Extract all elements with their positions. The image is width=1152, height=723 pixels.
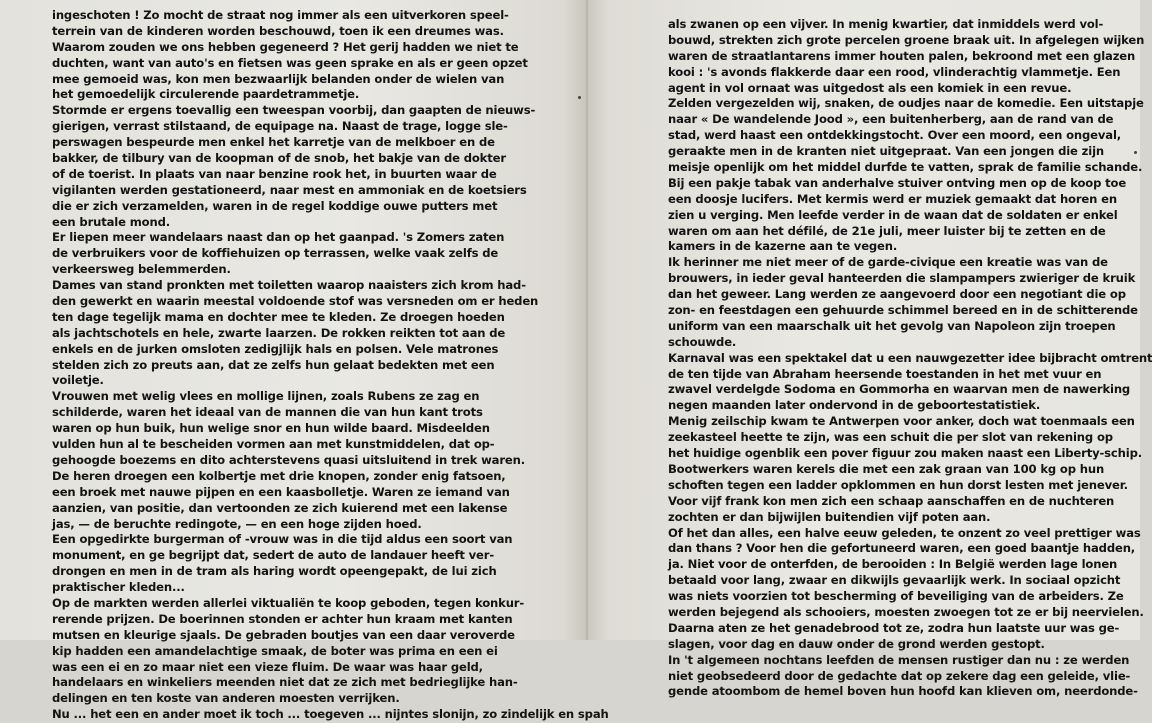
text-line: Waarom zouden we ons hebben gegeneerd ? Het gerij hadden we niet te <box>52 39 519 54</box>
text-line: terrein van de kinderen worden beschouwd, toen ik een dreumes was. <box>52 23 504 38</box>
text-line: zwavel verdelgde Sodoma en Gommorha en waarvan men de nawerking <box>668 382 1131 397</box>
text-line: stad, werd haast een ontdekkingstocht. Over een moord, een ongeval, <box>668 128 1122 143</box>
text-line: Nu ... het een en ander moet ik toch ... toegeven ... nijntes slonijn, zo zindelijk en spah <box>52 707 609 722</box>
text-line: negen maanden later ondervond in de geboortestatistiek. <box>668 398 1041 413</box>
text-line: de verbruikers voor de koffiehuizen op terrassen, welke vaak zelfs de <box>52 246 499 261</box>
text-line: de ten tijde van Abraham heersende toestanden in het met vuur en <box>668 366 1102 381</box>
text-line: het huidige ogenblik een pover figuur zou maken naast een Liberty-schip. <box>668 446 1142 461</box>
text-line: meisje openlijk om het middel durfde te vatten, sprak de familie schande. <box>668 160 1143 175</box>
text-line: als jachtschotels en hele, zwarte laarzen. De rokken reikten tot aan de <box>52 325 506 340</box>
text-line: Daarna aten ze het genadebrood tot ze, zodra hun laatste uur was ge- <box>668 620 1120 635</box>
text-line: geraakte men in de kranten niet uitgepraat. Van een jongen die zijn <box>668 144 1105 159</box>
text-line: schouwde. <box>668 334 737 349</box>
text-line: praktischer kleden... <box>52 580 185 595</box>
text-line: handelaars en winkeliers meenden niet dat ze zich met bedrieglijke han- <box>52 675 518 690</box>
text-line: delingen en ten koste van anderen moesten verrijken. <box>52 691 400 706</box>
text-line: het gemoedelijk circulerende paardetrammetje. <box>52 87 360 102</box>
text-line: of de toerist. In plaats van naar benzine rook het, in buurten waar de <box>52 166 497 181</box>
text-line: gierigen, verrast stilstaand, de equipage na. Naast de trage, logge sle- <box>52 119 508 134</box>
text-line: mutsen en kleurige sjaals. De gebraden boutjes van een daar veroverde <box>52 627 515 642</box>
text-line: waren op hun buik, hun welige snor en hun wilde baard. Misdeelden <box>52 421 490 436</box>
text-line: die er zich verzamelden, waren in de regel koddige ouwe putters met <box>52 198 498 213</box>
text-line: Dames van stand pronkten met toiletten waarop naaisters zich krom had- <box>52 278 526 293</box>
text-line: gende atoombom de hemel boven hun hoofd kan klieven om, neerdonde- <box>668 684 1138 699</box>
text-line: agent in vol ornaat was uitgedost als een komiek in een revue. <box>668 80 1072 95</box>
text-line: zon- en feestdagen een gehuurde schimmel bereed en in de schitterende <box>668 303 1138 318</box>
text-line: zien u verging. Men leefde verder in de waan dat de soldaten er enkel <box>668 207 1118 222</box>
text-line: dan thans ? Voor hen die gefortuneerd waren, een goed baantje hadden, <box>668 541 1136 556</box>
text-line: niet geobsedeerd door de gedachte dat op zekere dag een geleide, vlie- <box>668 668 1131 683</box>
text-line: Ik herinner me niet meer of de garde-civique een kreatie was van de <box>668 255 1108 270</box>
text-line: Karnaval was een spektakel dat u een nauwgezetter idee bijbracht omtrent <box>668 350 1152 365</box>
text-line: Bij een pakje tabak van anderhalve stuiver ontving men op de koop toe <box>668 175 1127 190</box>
text-line: drongen en men in de tram als haring wordt opeengepakt, de lui zich <box>52 564 497 579</box>
text-line: verkeersweg belemmerden. <box>52 262 231 277</box>
text-line: brouwers, in ieder geval hanteerden die slampampers zwieriger de kruik <box>668 271 1136 286</box>
text-line: voiletje. <box>52 373 104 388</box>
text-line: jas, — de beruchte redingote, — en een hoge zijden hoed. <box>52 516 422 531</box>
text-line: Voor vijf frank kon men zich een schaap aanschaffen en de nuchteren <box>668 493 1115 508</box>
text-line: monument, en ge begrijpt dat, sedert de auto de landauer heeft ver- <box>52 548 494 563</box>
text-line: duchten, want van auto's en fietsen was geen sprake en als er geen opzet <box>52 55 528 70</box>
right-page <box>586 0 1152 699</box>
page-mark-dot <box>578 96 581 99</box>
text-line: Bootwerkers waren kerels die met een zak graan van 100 kg op hun <box>668 461 1105 476</box>
right-page-text <box>668 17 1152 700</box>
text-line: werden bejegend als schooiers, moesten zwoegen tot ze er bij neervielen. <box>668 604 1144 619</box>
text-line: Zelden vergezelden wij, snaken, de oudjes naar de komedie. Een uitstapje <box>668 96 1144 111</box>
text-line: mee gemoeid was, kon men bezwaarlijk belanden onder de wielen van <box>52 71 505 86</box>
text-line: enkels en de jurken omsloten zedigjlijk hals en polsen. Vele matrones <box>52 341 499 356</box>
text-line: Stormde er ergens toevallig een tweespan voorbij, dan gaapten de nieuws- <box>52 103 536 118</box>
text-line: In 't algemeen nochtans leefden de mensen rustiger dan nu : ze werden <box>668 652 1130 667</box>
text-line: kip hadden een amandelachtige smaak, de boter was prima en een ei <box>52 643 498 658</box>
text-line: een brutale mond. <box>52 214 170 229</box>
text-line: was een ei en zo maar niet een vieze fluim. De waar was haar geld, <box>52 659 483 674</box>
text-line: schilderde, waren het ideaal van de mannen die van hun kant trots <box>52 405 483 420</box>
text-line: naar « De wandelende Jood », een buitenherberg, aan de rand van de <box>668 112 1114 127</box>
text-line: vulden hun al te bescheiden vormen aan met kunstmiddelen, dat op- <box>52 437 495 452</box>
text-line: waren de straatlantarens immer houten palen, bekroond met een glazen <box>668 48 1136 63</box>
text-line: rerende prijzen. De boerinnen stonden er achter hun kraam met kanten <box>52 611 513 626</box>
text-line: kooi : 's avonds flakkerde daar een rood, vlinderachtig vlammetje. Een <box>668 64 1121 79</box>
text-line: was niets voorzien tot bescherming of beveiliging van de arbeiders. Ze <box>668 589 1124 604</box>
text-line: vigilanten werden gestationeerd, naar mest en ammoniak en de koetsiers <box>52 182 527 197</box>
text-line: ten dage tegelijk mama en dochter mee te kleden. Ze droegen hoeden <box>52 309 505 324</box>
text-line: een doosje lucifers. Met kermis werd er muziek gemaakt dat horen en <box>668 191 1117 206</box>
text-line: Vrouwen met welig vlees en mollige lijnen, zoals Rubens ze zag en <box>52 389 480 404</box>
text-line: als zwanen op een vijver. In menig kwartier, dat inmiddels werd vol- <box>668 17 1104 31</box>
page-mark-dot <box>1134 151 1137 154</box>
text-line: zeekasteel heette te zijn, was een schuit die per slot van rekening op <box>668 430 1113 445</box>
left-page-text <box>52 8 609 723</box>
text-line: dan het geweer. Lang werden ze aangevoerd door een negotiant die op <box>668 287 1126 302</box>
text-line: ja. Niet voor de onterfden, de berooiden : In België werden lage lonen <box>668 557 1118 572</box>
text-line: Menig zeilschip kwam te Antwerpen voor anker, doch wat toenmaals een <box>668 414 1135 429</box>
text-line: Op de markten werden allerlei viktualiën te koop geboden, tegen konkur- <box>52 595 525 610</box>
text-line: uniform van een maarschalk uit het gevolg van Napoleon zijn troepen <box>668 318 1116 333</box>
text-line: schoften tegen een ladder opklommen en hun dorst lesten met jenever. <box>668 477 1128 492</box>
text-line: bakker, de tilbury van de koopman of de snob, het bakje van de dokter <box>52 151 506 166</box>
text-line: gehoogde boezems en dito achterstevens quasi uitsluitend in trek waren. <box>52 452 525 467</box>
text-line: Er liepen meer wandelaars naast dan op het gaanpad. 's Zomers zaten <box>52 230 505 245</box>
text-line: De heren droegen een kolbertje met drie knopen, zonder enig fatsoen, <box>52 468 506 483</box>
book-gutter <box>586 0 588 640</box>
text-line: een broek met nauwe pijpen en een kaasbolletje. Waren ze iemand van <box>52 484 510 499</box>
text-line: den gewerkt en waarin meestal voldoende stof was versneden om er heden <box>52 294 539 309</box>
text-line: aanzien, van positie, dan vertoonden ze zich kuierend met een lakense <box>52 500 508 515</box>
text-line: slagen, voor dag en dauw onder de grond werden gestopt. <box>668 636 1045 651</box>
text-line: Of het dan alles, een halve eeuw geleden, te onzent zo veel prettiger was <box>668 525 1141 540</box>
text-line: Een opgedirkte burgerman of -vrouw was in die tijd aldus een soort van <box>52 532 513 547</box>
text-line: ingeschoten ! Zo mocht de straat nog immer als een uitverkoren speel- <box>52 8 509 22</box>
text-line: perswagen bespeurde men enkel het karretje van de melkboer en de <box>52 135 495 150</box>
text-line: betaald voor lang, zwaar en dikwijls gevaarlijk werk. In sociaal opzicht <box>668 573 1121 588</box>
text-line: stelden zich zo preuts aan, dat ze zelfs hun gelaat bedekten met een <box>52 357 495 372</box>
text-line: kamers in de kazerne aan te vegen. <box>668 239 898 254</box>
text-line: waren om aan het défilé, de 21e juli, meer luister bij te zetten en de <box>668 223 1106 238</box>
text-line: zochten er dan bijwijlen buitendien vijf poten aan. <box>668 509 991 524</box>
text-line: bouwd, strekten zich grote percelen groene braak uit. In afgelegen wijken <box>668 32 1145 47</box>
